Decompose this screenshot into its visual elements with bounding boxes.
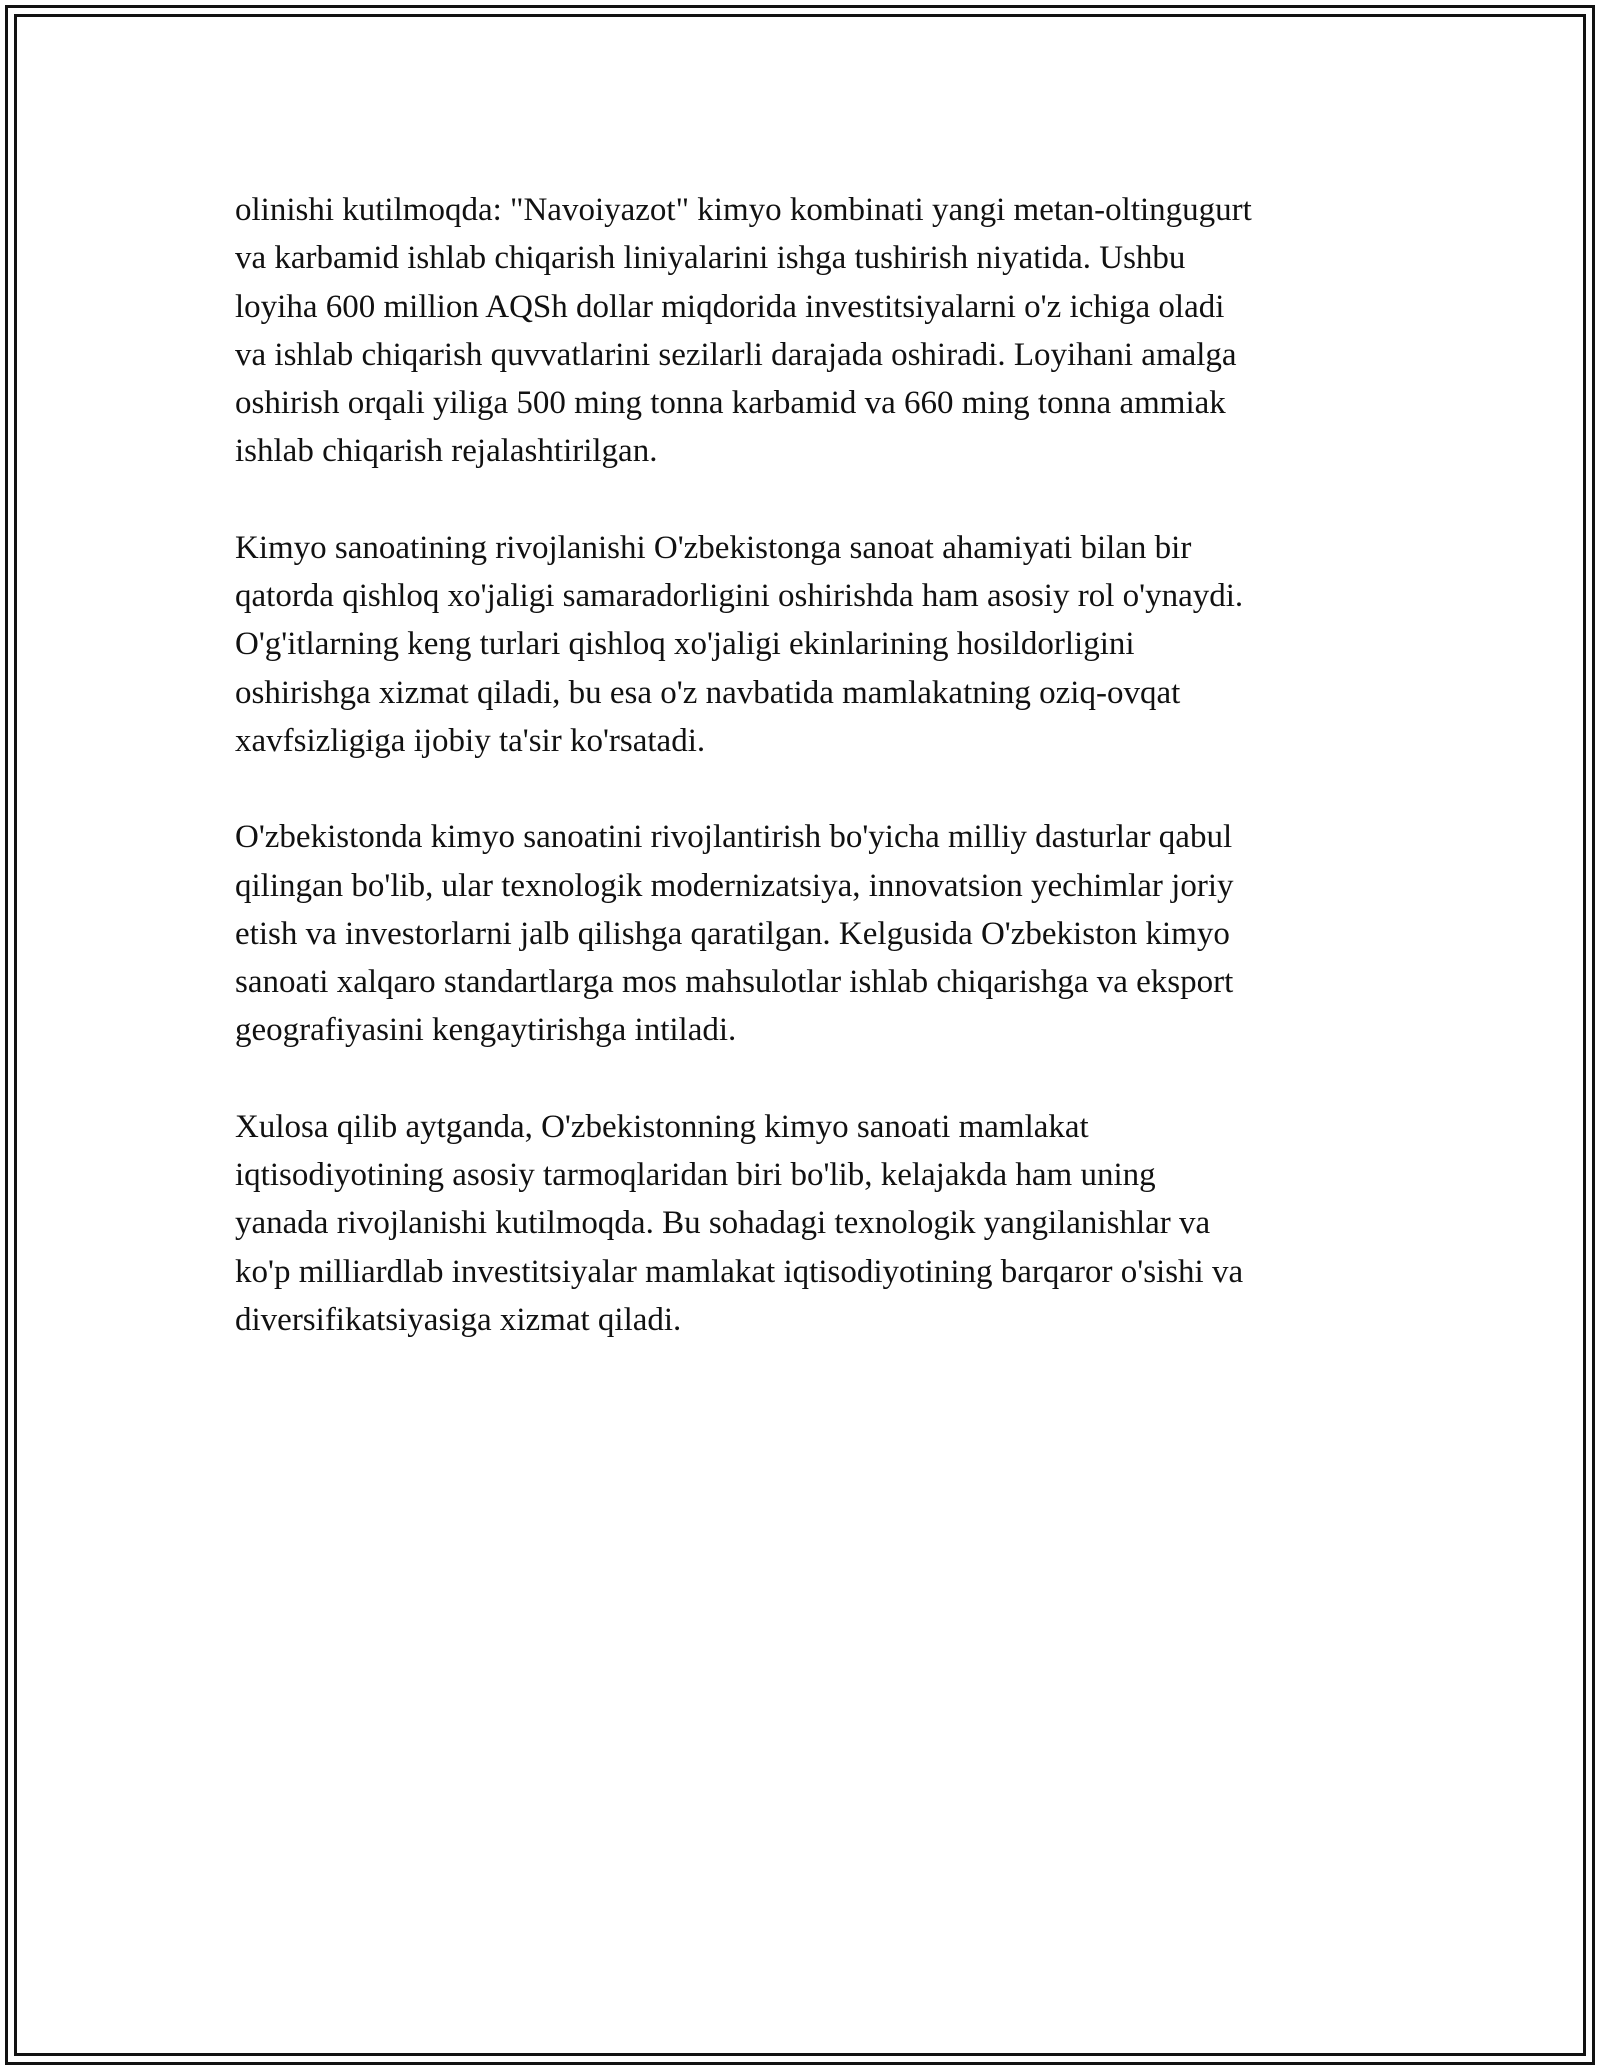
text-line: Kimyo sanoatining rivojlanishi O'zbekistonga sanoat ahamiyati bilan bir — [235, 529, 1192, 566]
text-line: diversifikatsiyasiga xizmat qiladi. — [235, 1301, 682, 1338]
text-line: O'g'itlarning keng turlari qishloq xo'jaligi ekinlarining hosildorligini — [235, 626, 1135, 663]
text-line: yanada rivojlanishi kutilmoqda. Bu sohadagi texnologik yangilanishlar va — [235, 1205, 1211, 1242]
text-line: loyiha 600 million AQSh dollar miqdorida investitsiyalarni o'z ichiga oladi — [235, 288, 1225, 325]
text-line: sanoati xalqaro standartlarga mos mahsulotlar ishlab chiqarishga va eksport — [235, 964, 1234, 1001]
text-line: iqtisodiyotining asosiy tarmoqlaridan biri bo'lib, kelajakda ham uning — [235, 1157, 1156, 1194]
text-line: qatorda qishloq xo'jaligi samaradorligini oshirishda ham asosiy rol o'ynaydi. — [235, 578, 1244, 615]
paragraph-1 — [235, 186, 1375, 476]
text-line: xavfsizligiga ijobiy ta'sir ko'rsatadi. — [235, 722, 706, 759]
text-line: va ishlab chiqarish quvvatlarini sezilarli darajada oshiradi. Loyihani amalga — [235, 336, 1237, 373]
text-line: ishlab chiqarish rejalashtirilgan. — [235, 433, 658, 470]
document-body — [235, 186, 1375, 1392]
text-line: va karbamid ishlab chiqarish liniyalarini ishga tushirish niyatida. Ushbu — [235, 240, 1186, 277]
text-line: oshirishga xizmat qiladi, bu esa o'z navbatida mamlakatning oziq-ovqat — [235, 674, 1181, 711]
text-line: etish va investorlarni jalb qilishga qaratilgan. Kelgusida O'zbekiston kimyo — [235, 915, 1230, 952]
text-line: geografiyasini kengaytirishga intiladi. — [235, 1012, 737, 1049]
text-line: Xulosa qilib aytganda, O'zbekistonning kimyo sanoati mamlakat — [235, 1108, 1089, 1145]
paragraph-3 — [235, 813, 1375, 1054]
paragraph-2 — [235, 524, 1375, 765]
text-line: oshirish orqali yiliga 500 ming tonna karbamid va 660 ming tonna ammiak — [235, 385, 1226, 422]
text-line: ko'p milliardlab investitsiyalar mamlakat iqtisodiyotining barqaror o'sishi va — [235, 1253, 1244, 1290]
text-line: O'zbekistonda kimyo sanoatini rivojlantirish bo'yicha milliy dasturlar qabul — [235, 819, 1233, 856]
text-line: qilingan bo'lib, ular texnologik modernizatsiya, innovatsion yechimlar joriy — [235, 867, 1234, 904]
paragraph-4 — [235, 1103, 1375, 1344]
text-line: olinishi kutilmoqda: "Navoiyazot" kimyo kombinati yangi metan-oltingugurt — [235, 192, 1252, 228]
